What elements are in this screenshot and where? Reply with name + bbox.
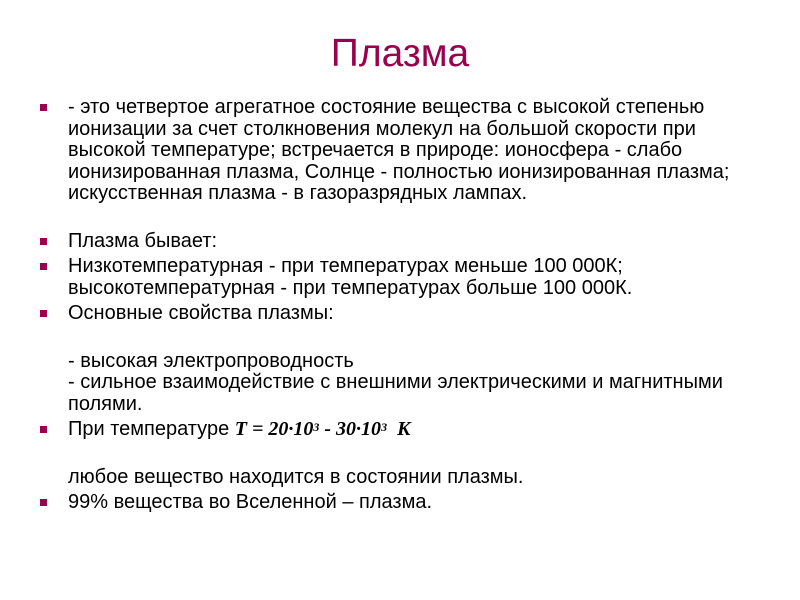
square-bullet-icon — [40, 263, 47, 270]
bullet-item-universe — [40, 492, 768, 514]
bullet-item-types-heading — [40, 231, 768, 253]
definition-text: - это четвертое агрегатное состояние вещества с высокой степенью ионизации за счет столкновения молекул на большой скорости при высокой температуре; встречается в природе: ионосфера - слабо ионизированная плазма, Солнце - полностью ионизированная плазма; искусственная плазма - в газоразрядных лампах. — [68, 96, 730, 204]
bullet-item-properties — [40, 303, 768, 415]
universe-text: 99% вещества во Вселенной – плазма. — [68, 491, 432, 513]
properties-heading-text: Основные свойства плазмы: — [68, 302, 334, 324]
slide-title: Плазма — [330, 32, 470, 75]
square-bullet-icon — [40, 499, 47, 506]
formula-unit: K — [387, 418, 411, 440]
temperature-continuation: любое вещество находится в состоянии плазмы. — [68, 465, 524, 488]
formula-exponent-2: 3 — [381, 420, 388, 434]
square-bullet-icon — [40, 104, 47, 111]
square-bullet-icon — [40, 426, 47, 433]
property-field-interaction: - сильное взаимодействие с внешними электрическими и магнитными полями. — [68, 371, 723, 415]
formula-mid: - 30·10 — [319, 418, 382, 440]
bullet-item-types — [40, 256, 768, 299]
square-bullet-icon — [40, 310, 47, 317]
temperature-prefix: При температуре — [68, 418, 235, 440]
bullet-item-definition — [40, 97, 768, 205]
types-text: Низкотемпературная - при температурах меньше 100 000К; высокотемпературная - при температурах больше 100 000К. — [68, 255, 633, 299]
formula-exponent-1: 3 — [313, 420, 320, 434]
slide-content — [40, 97, 768, 518]
formula-lhs: T = 20·10 — [234, 418, 314, 440]
square-bullet-icon — [40, 238, 47, 245]
types-heading-text: Плазма бывает: — [68, 229, 218, 252]
temperature-formula — [235, 418, 411, 440]
bullet-item-temperature — [40, 419, 768, 488]
property-conductivity: - высокая электропроводность — [68, 349, 354, 372]
